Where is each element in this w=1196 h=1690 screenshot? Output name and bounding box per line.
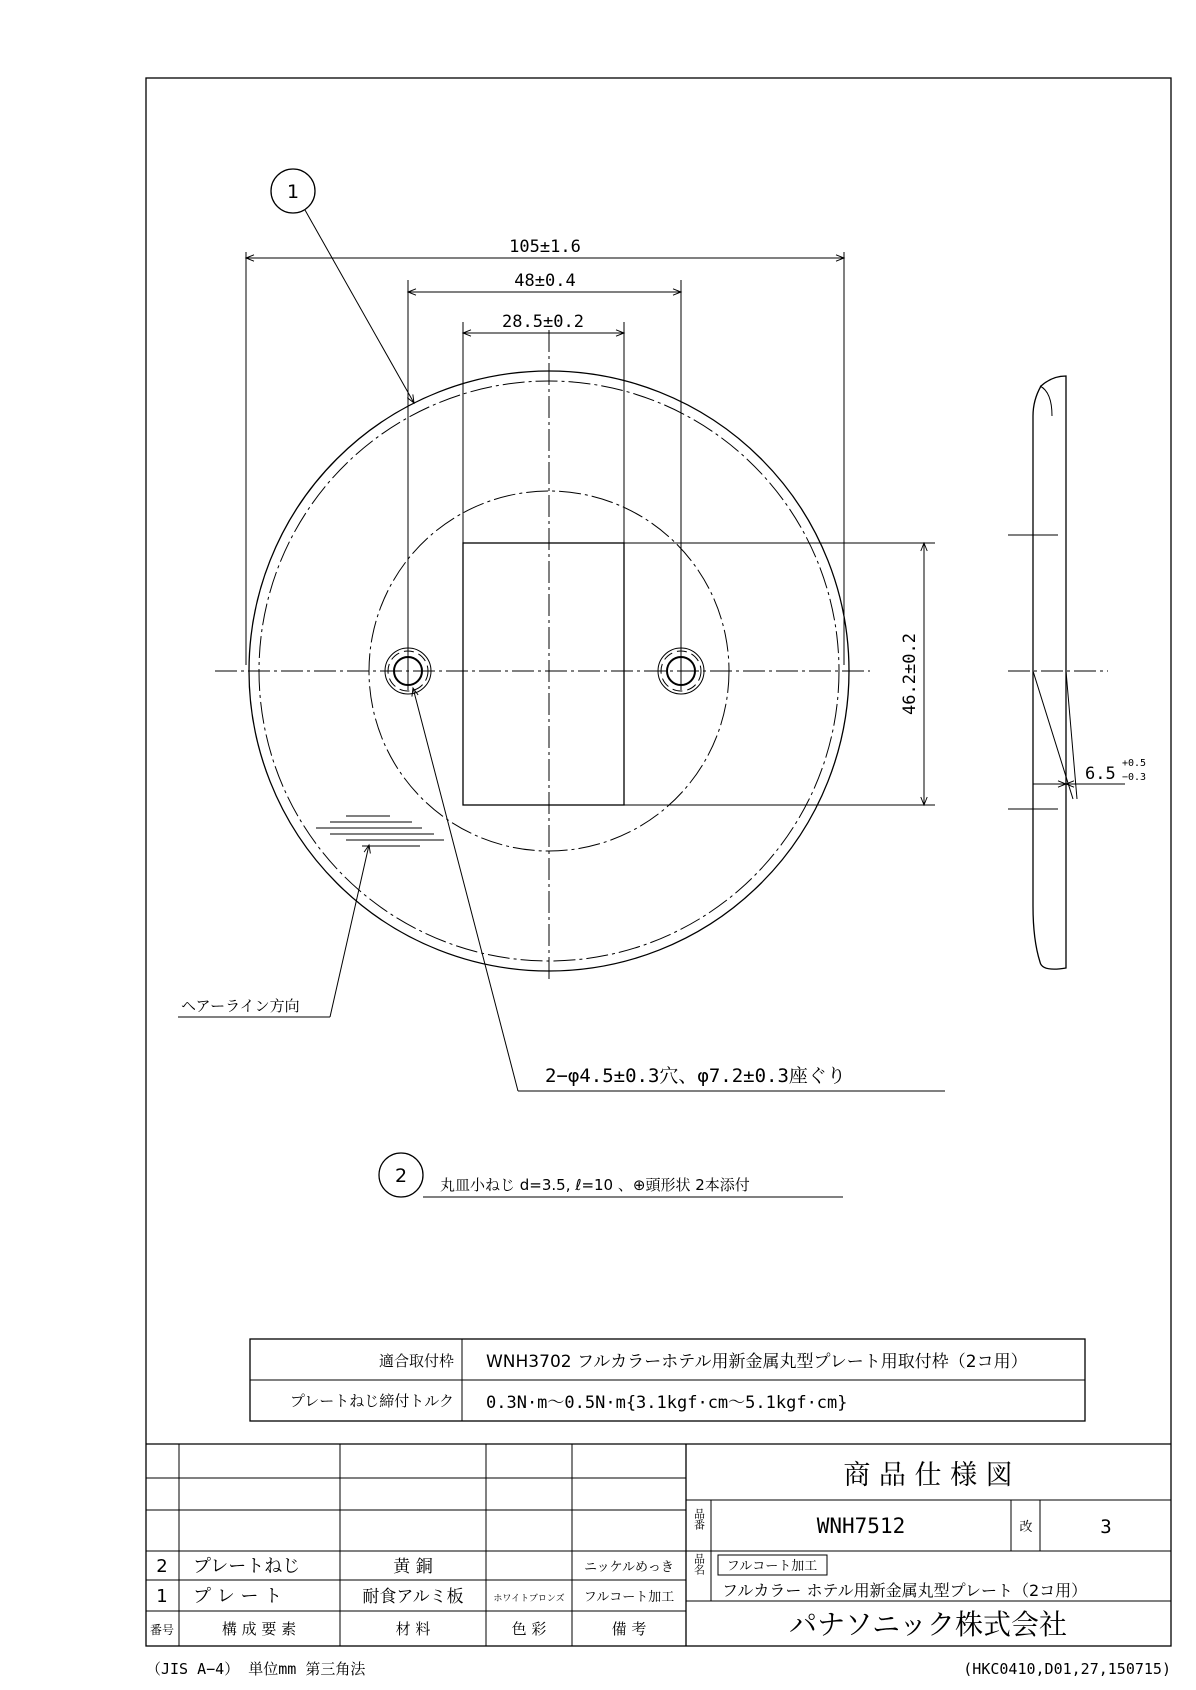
spec-label-torque: プレートねじ締付トルク <box>289 1392 454 1410</box>
name-badge: フルコート加工 <box>726 1559 818 1574</box>
part-row-1-no: 1 <box>156 1586 168 1607</box>
front-view <box>178 169 945 1197</box>
header-remarks: 備 考 <box>611 1620 647 1638</box>
dim-window-w-label: 28.5±0.2 <box>502 312 584 332</box>
spec-value-frame: WNH3702 フルカラーホテル用新金属丸型プレート用取付枠（2コ用） <box>486 1352 1028 1372</box>
svg-text:1: 1 <box>286 181 300 203</box>
product-name: フルカラー ホテル用新金属丸型プレート（2コ用） <box>722 1581 1088 1600</box>
dim-thickness-tol-minus: −0.3 <box>1122 772 1147 783</box>
header-no: 番号 <box>149 1623 175 1637</box>
balloon-1-leader <box>305 210 414 403</box>
dim-outer-label: 105±1.6 <box>509 237 581 257</box>
title: 商 品 仕 様 図 <box>843 1460 1013 1491</box>
part-row-1-name: プ レ ー ト <box>193 1586 283 1607</box>
part-row-2-no: 2 <box>156 1556 168 1577</box>
dim-window-h-label: 46.2±0.2 <box>900 633 920 715</box>
part-row-1-color: ホワイトブロンズ <box>493 1594 565 1604</box>
rev-label: 改 <box>1019 1520 1033 1535</box>
dim-holes-label: 48±0.4 <box>514 271 576 291</box>
rev-value: 3 <box>1100 1516 1112 1538</box>
part-no: WNH7512 <box>816 1514 906 1538</box>
part-no-label: 品番 <box>692 1508 706 1530</box>
screw-note: 丸皿小ねじ d=3.5, ℓ=10 、⊕頭形状 2本添付 <box>440 1176 750 1194</box>
part-row-1-remarks: フルコート加工 <box>583 1590 675 1605</box>
spec-table <box>250 1339 1085 1421</box>
plate-side-profile <box>1033 376 1066 969</box>
company: パナソニック株式会社 <box>788 1608 1068 1641</box>
side-view <box>1008 376 1146 969</box>
header-color: 色 彩 <box>511 1620 547 1638</box>
hole-note-leader <box>413 688 518 1091</box>
footer-right: (HKC0410,D01,27,150715) <box>963 1660 1171 1678</box>
dim-thickness-label: 6.5 <box>1085 764 1116 784</box>
spec-label-frame: 適合取付枠 <box>378 1352 454 1370</box>
header-name: 構 成 要 素 <box>221 1620 297 1638</box>
part-row-2-name: プレートねじ <box>193 1556 301 1577</box>
part-row-2-material: 黄 銅 <box>393 1557 433 1577</box>
name-label: 品名 <box>692 1553 706 1575</box>
hairline-leader <box>330 845 369 1017</box>
spec-value-torque: 0.3N·m〜0.5N·m{3.1kgf·cm〜5.1kgf·cm} <box>486 1393 848 1413</box>
hairline-symbol <box>316 816 444 846</box>
hairline-label: ヘアーライン方向 <box>181 997 300 1015</box>
footer-left: （JIS A−4） 単位mm 第三角法 <box>146 1660 366 1678</box>
svg-text:2: 2 <box>394 1165 408 1187</box>
header-material: 材 料 <box>395 1620 431 1638</box>
hole-note: 2−φ4.5±0.3穴、φ7.2±0.3座ぐり <box>545 1065 846 1087</box>
switch-window <box>463 543 624 805</box>
dim-thickness-tol-plus: +0.5 <box>1122 758 1147 769</box>
title-block <box>146 1444 1171 1646</box>
part-row-1-material: 耐食アルミ板 <box>362 1587 464 1607</box>
part-row-2-remarks: ニッケルめっき <box>584 1560 674 1575</box>
